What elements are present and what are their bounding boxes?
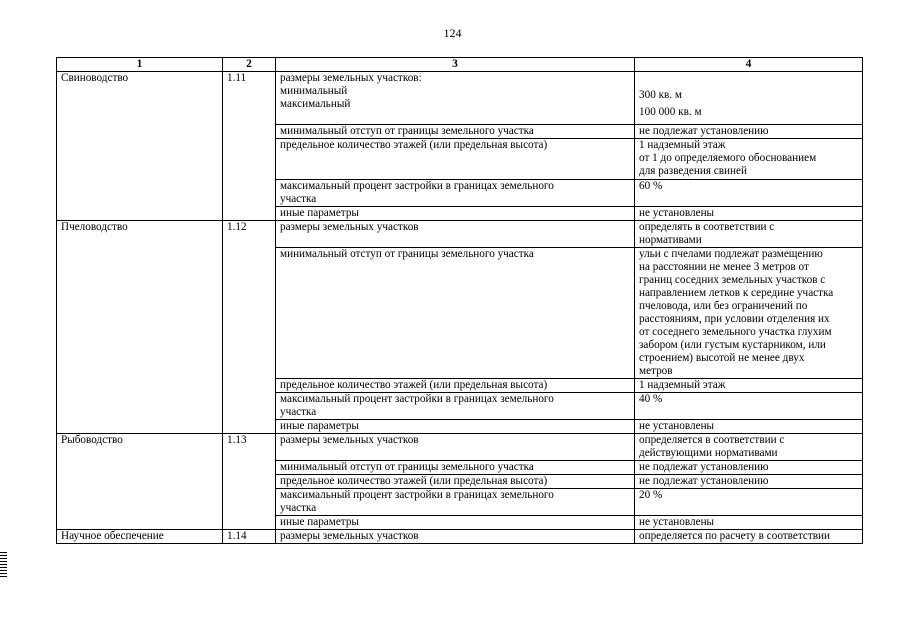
parameter-value: не установлены — [635, 516, 863, 530]
activity-code: 1.13 — [223, 434, 276, 530]
scan-binding-mark — [0, 552, 7, 578]
parameter-name: предельное количество этажей (или предельная высота) — [276, 475, 635, 489]
parameter-name: размеры земельных участков — [276, 221, 635, 248]
table-header-row — [57, 58, 863, 72]
parameter-name: размеры земельных участков — [276, 434, 635, 461]
parameter-value: не установлены — [635, 420, 863, 434]
parameter-value: 40 % — [635, 393, 863, 420]
parameter-name: минимальный отступ от границы земельного участка — [276, 461, 635, 475]
column-header-4: 4 — [635, 58, 863, 72]
parameter-value: ульи с пчелами подлежат размещению на расстоянии не менее 3 метров от границ соседних земельных участков с направлением летков к середине участка пчеловода, или без ограничений по расстояниям, при условии отделения их от соседнего земельного участка глухим забором (или густым кустарником, или строением) высотой не менее двух метров — [635, 248, 863, 379]
parameter-value: 1 надземный этаж от 1 до определяемого обоснованием для разведения свиней — [635, 139, 863, 180]
parameter-name: максимальный процент застройки в границах земельного участка — [276, 489, 635, 516]
parameter-value: 1 надземный этаж — [635, 379, 863, 393]
parameter-name: иные параметры — [276, 420, 635, 434]
table-row — [57, 72, 863, 125]
column-header-3: 3 — [276, 58, 635, 72]
activity-name: Свиноводство — [57, 72, 223, 221]
parameter-value: 60 % — [635, 180, 863, 207]
parameter-name: предельное количество этажей (или предельная высота) — [276, 139, 635, 180]
parameter-name: предельное количество этажей (или предельная высота) — [276, 379, 635, 393]
activity-name: Пчеловодство — [57, 221, 223, 434]
column-header-2: 2 — [223, 58, 276, 72]
parameter-value: не установлены — [635, 207, 863, 221]
parameter-value: определяется по расчету в соответствии — [635, 530, 863, 544]
parameter-value: определяется в соответствии с действующими нормативами — [635, 434, 863, 461]
activity-code: 1.14 — [223, 530, 276, 544]
parameter-name: размеры земельных участков: минимальный максимальный — [276, 72, 635, 125]
parameter-value: 20 % — [635, 489, 863, 516]
parameter-name: иные параметры — [276, 516, 635, 530]
activity-name: Научное обеспечение — [57, 530, 223, 544]
table-row — [57, 434, 863, 461]
activity-code: 1.12 — [223, 221, 276, 434]
activity-code: 1.11 — [223, 72, 276, 221]
parameter-value: не подлежат установлению — [635, 475, 863, 489]
parameter-value: не подлежат установлению — [635, 125, 863, 139]
parameter-value: определять в соответствии с нормативами — [635, 221, 863, 248]
parameter-name: минимальный отступ от границы земельного участка — [276, 125, 635, 139]
column-header-1: 1 — [57, 58, 223, 72]
parameter-name: минимальный отступ от границы земельного участка — [276, 248, 635, 379]
zoning-parameters-table — [56, 57, 863, 544]
parameter-name: иные параметры — [276, 207, 635, 221]
table-row — [57, 530, 863, 544]
parameter-value: 300 кв. м 100 000 кв. м — [635, 72, 863, 125]
parameter-name: размеры земельных участков — [276, 530, 635, 544]
parameter-name: максимальный процент застройки в границах земельного участка — [276, 393, 635, 420]
parameter-value: не подлежат установлению — [635, 461, 863, 475]
parameter-name: максимальный процент застройки в границах земельного участка — [276, 180, 635, 207]
activity-name: Рыбоводство — [57, 434, 223, 530]
page-number: 124 — [443, 26, 462, 40]
table-row — [57, 221, 863, 248]
